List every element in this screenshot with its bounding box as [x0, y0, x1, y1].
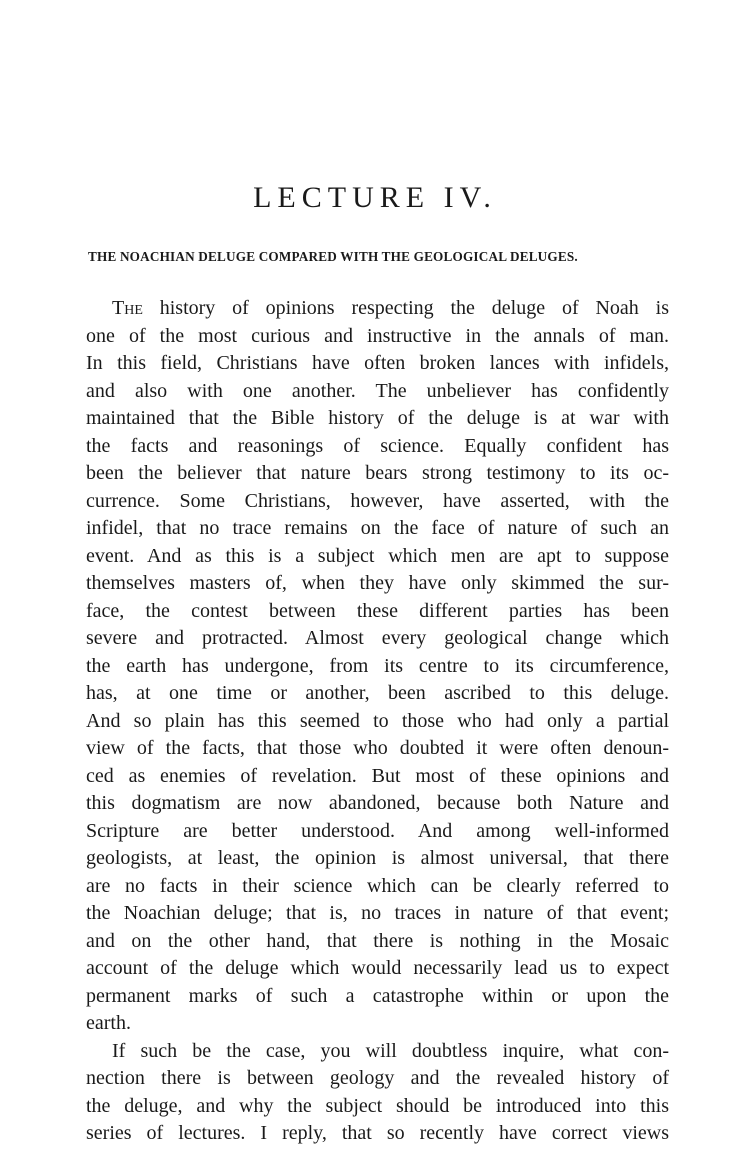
text-line: ced as enemies of revelation. But most of these opinions and: [86, 764, 669, 787]
lecture-title: LECTURE IV.: [253, 181, 497, 214]
text-line: infidel, that no trace remains on the face of nature of such an: [86, 517, 669, 539]
text-line: this dogmatism are now abandoned, because both Nature and: [86, 792, 669, 814]
text-line: and also with one another. The unbeliever has confidently: [86, 379, 669, 402]
text-line: one of the most curious and instructive in the annals of man.: [86, 324, 669, 347]
text-line: and on the other hand, that there is nothing in the Mosaic: [86, 929, 669, 952]
text-line: currence. Some Christians, however, have asserted, with the: [86, 489, 669, 512]
text-line: the facts and reasonings of science. Equally confident has: [86, 434, 669, 457]
text-line: themselves masters of, when they have only skimmed the sur-: [86, 572, 669, 594]
body-text: [86, 295, 669, 1148]
text-line: In this field, Christians have often broken lances with infidels,: [86, 352, 669, 374]
text-line: the Noachian deluge; that is, no traces in nature of that event;: [86, 902, 669, 924]
text-line: view of the facts, that those who doubted it were often denoun-: [86, 737, 669, 759]
text-line: event. And as this is a subject which men are apt to suppose: [86, 544, 669, 567]
text-line: series of lectures. I reply, that so recently have correct views: [86, 1122, 669, 1144]
text-line: the deluge, and why the subject should be introduced into this: [86, 1094, 669, 1117]
text-line: severe and protracted. Almost every geological change which: [86, 627, 669, 649]
text-line: earth.: [86, 1012, 131, 1034]
drop-word: The: [112, 297, 143, 319]
text-line: geologists, at least, the opinion is almost universal, that there: [86, 847, 669, 869]
text-line: permanent marks of such a catastrophe within or upon the: [86, 984, 669, 1007]
text-line: maintained that the Bible history of the deluge is at war with: [86, 407, 669, 429]
text-line: the earth has undergone, from its centre to its circumference,: [86, 654, 669, 677]
text-line-rest: history of opinions respecting the deluge of Noah is: [142, 297, 669, 319]
text-line: [86, 295, 669, 323]
text-line: Scripture are better understood. And among well-informed: [86, 819, 669, 842]
text-line: And so plain has this seemed to those who had only a partial: [86, 709, 669, 732]
text-line: If such be the case, you will doubtless inquire, what con-: [112, 1039, 669, 1062]
paragraph-2: [86, 1038, 669, 1148]
lecture-subtitle: THE NOACHIAN DELUGE COMPARED WITH THE GEOLOGICAL DELUGES.: [88, 249, 578, 264]
paragraph-1: [86, 295, 669, 1038]
text-line: are no facts in their science which can be clearly referred to: [86, 874, 669, 897]
text-line: face, the contest between these different parties has been: [86, 599, 669, 622]
text-line: has, at one time or another, been ascribed to this deluge.: [86, 682, 669, 704]
text-line: been the believer that nature bears strong testimony to its oc-: [86, 462, 669, 484]
text-line: nection there is between geology and the revealed history of: [86, 1067, 669, 1089]
text-line: account of the deluge which would necessarily lead us to expect: [86, 957, 669, 979]
